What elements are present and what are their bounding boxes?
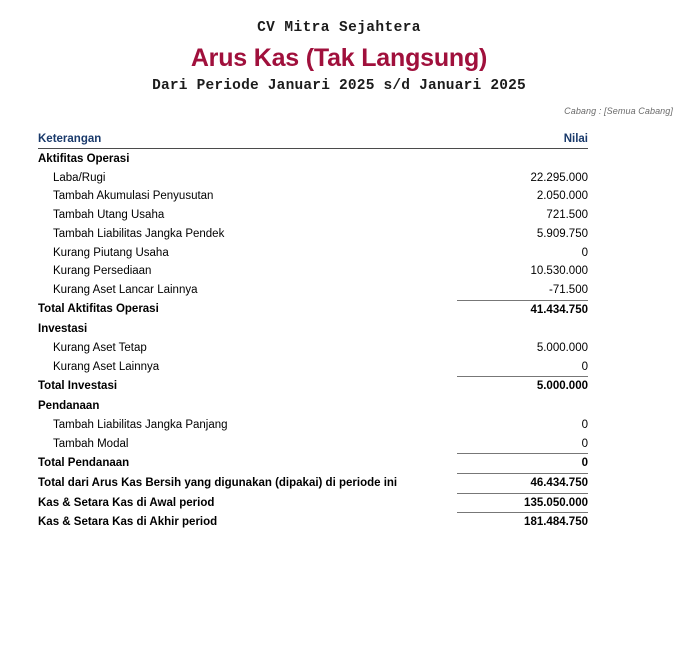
row-value: 22.295.000 (530, 171, 588, 184)
row-value: 0 (581, 418, 588, 431)
row-label: Total Pendanaan (38, 457, 130, 470)
row-value: 721.500 (546, 209, 588, 222)
table-row (38, 473, 588, 493)
report-table-container (0, 133, 678, 532)
row-value: 181.484.750 (457, 513, 588, 532)
row-value: 46.434.750 (457, 473, 588, 493)
table-row (38, 339, 588, 358)
row-label: Tambah Akumulasi Penyusutan (53, 190, 214, 203)
table-header-row (38, 133, 588, 149)
row-value (457, 396, 588, 416)
table-row (38, 396, 588, 416)
row-value: 10.530.000 (530, 265, 588, 278)
row-value: 5.000.000 (536, 342, 588, 355)
cash-flow-table (38, 133, 588, 532)
report-title: Arus Kas (Tak Langsung) (190, 44, 488, 72)
table-row (38, 169, 588, 188)
row-value: 0 (581, 246, 588, 259)
row-label: Total dari Arus Kas Bersih yang digunakan (dipakai) di periode ini (38, 476, 398, 489)
table-row (38, 435, 588, 454)
row-value: 0 (457, 454, 588, 474)
table-row (38, 358, 588, 377)
table-body (38, 149, 588, 533)
table-row (38, 454, 588, 474)
table-row (38, 206, 588, 225)
row-value: -71.500 (548, 283, 588, 296)
row-label: Kas & Setara Kas di Awal period (38, 496, 215, 509)
row-value: 0 (581, 437, 588, 450)
table-row (38, 262, 588, 281)
table-row (38, 493, 588, 513)
row-value: 5.909.750 (536, 227, 588, 240)
column-header-keterangan: Keterangan (38, 133, 457, 149)
row-value: 41.434.750 (457, 300, 588, 319)
table-row (38, 149, 588, 169)
table-row (38, 416, 588, 435)
row-label: Investasi (38, 323, 88, 336)
row-value (457, 149, 588, 169)
row-value: 0 (581, 360, 588, 373)
row-label: Tambah Liabilitas Jangka Panjang (53, 418, 228, 431)
report-period: Dari Periode Januari 2025 s/d Januari 2025 (152, 78, 526, 94)
row-value: 2.050.000 (536, 190, 588, 203)
row-value: 5.000.000 (457, 377, 588, 396)
row-value: 135.050.000 (457, 493, 588, 513)
row-label: Laba/Rugi (53, 171, 106, 184)
row-label: Tambah Utang Usaha (53, 209, 165, 222)
row-label: Total Aktifitas Operasi (38, 303, 159, 316)
row-label: Pendanaan (38, 400, 100, 413)
report-header (0, 0, 678, 96)
row-label: Kurang Persediaan (53, 265, 152, 278)
branch-filter-label: Cabang : [Semua Cabang] (564, 106, 673, 116)
row-label: Kas & Setara Kas di Akhir period (38, 516, 218, 529)
row-label: Aktifitas Operasi (38, 153, 130, 165)
table-header (38, 133, 588, 149)
table-row (38, 244, 588, 263)
column-header-nilai: Nilai (457, 133, 588, 149)
table-row (38, 300, 588, 319)
row-label: Tambah Modal (53, 437, 129, 450)
row-label: Tambah Liabilitas Jangka Pendek (53, 227, 225, 240)
company-name: CV Mitra Sejahtera (257, 20, 421, 36)
table-row (38, 319, 588, 339)
table-row (38, 281, 588, 300)
table-row (38, 377, 588, 396)
row-value (457, 319, 588, 339)
row-label: Kurang Piutang Usaha (53, 246, 169, 259)
table-row (38, 225, 588, 244)
row-label: Kurang Aset Lainnya (53, 360, 160, 373)
row-label: Kurang Aset Tetap (53, 342, 147, 355)
row-label: Total Investasi (38, 380, 118, 393)
row-label: Kurang Aset Lancar Lainnya (53, 284, 198, 297)
table-row (38, 187, 588, 206)
table-row (38, 513, 588, 532)
